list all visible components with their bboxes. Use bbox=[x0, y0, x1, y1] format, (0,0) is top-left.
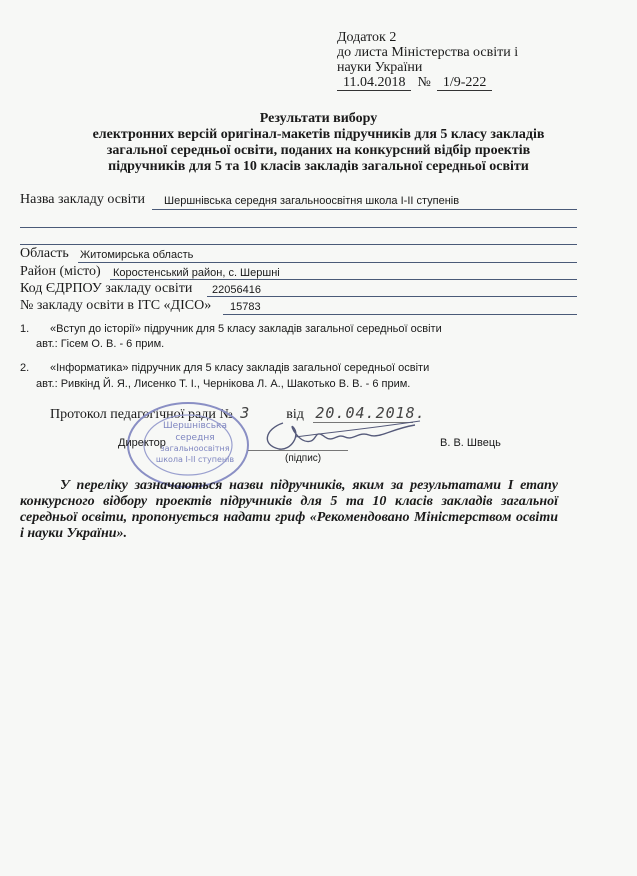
footnote: У переліку зазначаються назви підручників, яким за результатами I етапу конкурсного відбору проектів підручників для 5 та 10 класів закладів загальної середньої освіти, пропонується надати гриф «Рекомендовано Міністерством освіти і науки України». bbox=[20, 478, 558, 541]
book-2-number: 2. bbox=[20, 362, 30, 374]
svg-text:школа І-ІІ ступенів: школа І-ІІ ступенів bbox=[155, 455, 235, 464]
signature-mark bbox=[255, 415, 425, 455]
itc-label: № закладу освіти в ІТС «ДІСО» bbox=[20, 298, 212, 313]
itc-underline bbox=[223, 314, 577, 315]
signature-underline bbox=[248, 450, 348, 451]
doc-subtitle-2: загальної середньої освіти, поданих на конкурсний відбір проектів bbox=[106, 143, 531, 158]
field-itc bbox=[20, 298, 577, 315]
director-name: В. В. Швець bbox=[440, 437, 501, 449]
region-label: Область bbox=[20, 246, 69, 261]
annex-line-3: науки України bbox=[337, 60, 423, 75]
director-label: Директор bbox=[118, 437, 166, 449]
book-1-number: 1. bbox=[20, 323, 30, 335]
doc-subtitle-3: підручників для 5 та 10 класів закладів загальної середньої освіти bbox=[108, 159, 529, 174]
blank-line-2 bbox=[20, 244, 577, 245]
school-label: Назва закладу освіти bbox=[20, 192, 146, 207]
book-2-authors: авт.: Ривкінд Й. Я., Лисенко Т. І., Чернікова Л. А., Шакотько В. В. - 6 прим. bbox=[36, 378, 411, 390]
annex-title: Додаток 2 bbox=[337, 30, 397, 45]
district-label: Район (місто) bbox=[20, 264, 101, 279]
book-2-title: «Інформатика» підручник для 5 класу закладів загальної середньої освіти bbox=[50, 362, 430, 374]
school-value: Шершнівська середня загальноосвітня школа І-ІІ ступенів bbox=[164, 195, 460, 207]
protocol-from: від bbox=[286, 407, 304, 422]
itc-value: 15783 bbox=[230, 301, 261, 313]
field-school bbox=[20, 192, 577, 209]
school-underline bbox=[152, 209, 577, 210]
protocol-label: Протокол педагогічної ради № bbox=[50, 407, 233, 422]
annex-number: 1/9-222 bbox=[437, 75, 493, 91]
book-1-title: «Вступ до історії» підручник для 5 класу закладів загальної середньої освіти bbox=[50, 323, 442, 335]
annex-date: 11.04.2018 bbox=[337, 75, 411, 91]
edrpou-label: Код ЄДРПОУ закладу освіти bbox=[20, 281, 193, 296]
doc-subtitle-1: електронних версій оригінал-макетів підручників для 5 класу закладів bbox=[92, 127, 545, 142]
district-underline bbox=[110, 279, 577, 280]
annex-block bbox=[337, 30, 518, 91]
field-region bbox=[20, 246, 577, 263]
region-underline bbox=[78, 262, 577, 263]
annex-reference bbox=[337, 75, 518, 91]
district-value: Коростенський район, с. Шершні bbox=[113, 267, 280, 279]
book-1-authors: авт.: Гісем О. В. - 6 прим. bbox=[36, 338, 165, 350]
blank-line-1 bbox=[20, 227, 577, 228]
svg-text:середня: середня bbox=[175, 433, 215, 443]
edrpou-underline bbox=[207, 296, 577, 297]
svg-text:загальноосвітня: загальноосвітня bbox=[160, 444, 230, 453]
annex-line-2: до листа Міністерства освіти і bbox=[337, 45, 519, 60]
svg-text:Шершнівська: Шершнівська bbox=[162, 421, 228, 431]
protocol-date: 20.04.2018. bbox=[315, 404, 426, 422]
edrpou-value: 22056416 bbox=[212, 284, 261, 296]
handwritten-signature-icon bbox=[255, 415, 425, 455]
region-value: Житомирська область bbox=[80, 249, 194, 261]
doc-title: Результати вибору bbox=[259, 111, 378, 126]
protocol-number: 3 bbox=[240, 404, 250, 422]
signature-caption: (підпис) bbox=[285, 453, 322, 464]
annex-number-sign: № bbox=[417, 75, 431, 90]
